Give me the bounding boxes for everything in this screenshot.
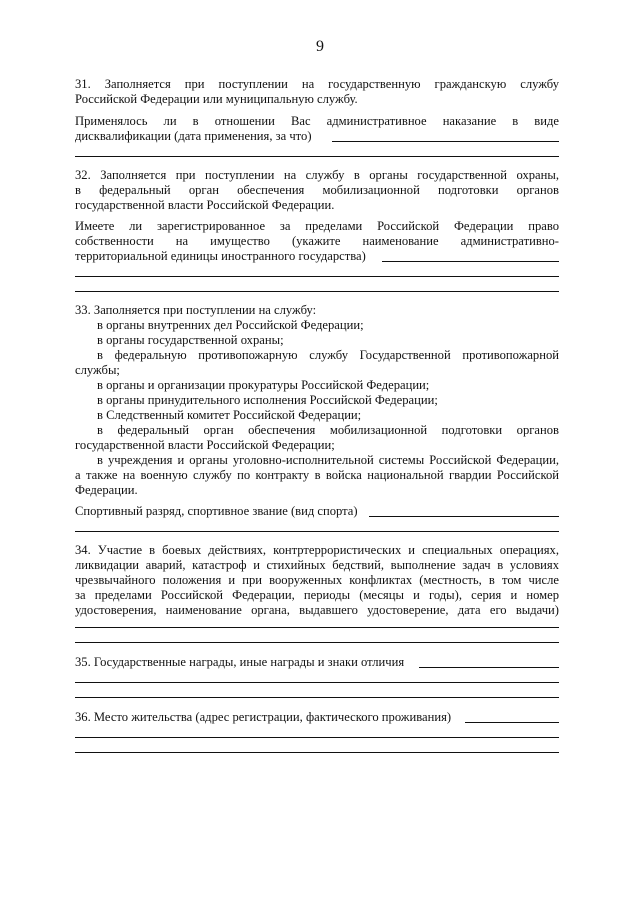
s33-item-continued: Федерации. xyxy=(75,483,138,497)
s33-item: в федеральную противопожарную службу Государственной противопожарной xyxy=(97,348,559,362)
s32-question-line-1: Имеете ли зарегистрированное за пределами Российской Федерации право xyxy=(75,219,559,233)
s32-answer-field[interactable] xyxy=(382,261,559,262)
s36-answer-field[interactable] xyxy=(465,722,559,723)
s31-question-line-2: дисквалификации (дата применения, за что) xyxy=(75,129,312,143)
s31-answer-line[interactable] xyxy=(75,156,559,157)
s33-item-continued: службы; xyxy=(75,363,120,377)
page-number: 9 xyxy=(316,38,324,55)
s33-intro: 33. Заполняется при поступлении на службу: xyxy=(75,303,317,317)
s32-answer-line-2[interactable] xyxy=(75,291,559,292)
s33-item: в органы принудительного исполнения Российской Федерации; xyxy=(97,393,438,407)
s34-line: чрезвычайного положения и при вооруженных конфликтах (местность, в том числе xyxy=(75,573,559,587)
s33-item: в федеральный орган обеспечения мобилизационной подготовки органов xyxy=(97,423,559,437)
s31-line-2: Российской Федерации или муниципальную службу. xyxy=(75,92,358,106)
s35-label: 35. Государственные награды, иные награды и знаки отличия xyxy=(75,655,405,669)
s32-question-line-3: территориальной единицы иностранного государства) xyxy=(75,249,366,263)
s33-item-continued: государственной власти Российской Федерации; xyxy=(75,438,335,452)
s33-answer-field[interactable] xyxy=(369,516,559,517)
s31-question-line-1: Применялось ли в отношении Вас административное наказание в виде xyxy=(75,114,559,128)
s32-line-1: 32. Заполняется при поступлении на службу в органы государственной охраны, xyxy=(75,168,559,182)
s32-answer-line-1[interactable] xyxy=(75,276,559,277)
s36-label: 36. Место жительства (адрес регистрации, фактического проживания) xyxy=(75,710,452,724)
s34-line: за пределами Российской Федерации, периоды (месяцы и годы), серия и номер xyxy=(75,588,559,602)
s32-question-line-2: собственности на имущество (укажите наименование административно- xyxy=(75,234,559,248)
s33-question: Спортивный разряд, спортивное звание (вид спорта) xyxy=(75,504,358,518)
s34-line: 34. Участие в боевых действиях, контртеррористических и специальных операциях, xyxy=(75,543,559,557)
s34-line: удостоверения, наименование органа, выдавшего удостоверение, дата его выдачи) xyxy=(75,603,559,617)
s32-line-3: государственной власти Российской Федерации. xyxy=(75,198,335,212)
s33-item: в органы и организации прокуратуры Российской Федерации; xyxy=(97,378,430,392)
s33-answer-line[interactable] xyxy=(75,531,559,532)
s31-answer-field[interactable] xyxy=(332,141,559,142)
s33-item: в Следственный комитет Российской Федерации; xyxy=(97,408,362,422)
s36-answer-line-2[interactable] xyxy=(75,752,559,753)
s33-item-continued: а также на военную службу по контракту в войска национальной гвардии Российской xyxy=(75,468,559,482)
s32-line-2: в федеральный орган обеспечения мобилизационной подготовки органов xyxy=(75,183,559,197)
s33-item: в органы внутренних дел Российской Федерации; xyxy=(97,318,364,332)
s36-answer-line-1[interactable] xyxy=(75,737,559,738)
s34-line: ликвидации аварий, катастроф и стихийных бедствий, выполнение задач в условиях xyxy=(75,558,559,572)
s34-answer-line-1[interactable] xyxy=(75,627,559,628)
s35-answer-field[interactable] xyxy=(419,667,559,668)
s34-answer-line-2[interactable] xyxy=(75,642,559,643)
s33-item: в учреждения и органы уголовно-исполнительной системы Российской Федерации, xyxy=(97,453,559,467)
s35-answer-line-1[interactable] xyxy=(75,682,559,683)
s35-answer-line-2[interactable] xyxy=(75,697,559,698)
s33-item: в органы государственной охраны; xyxy=(97,333,284,347)
s31-line-1: 31. Заполняется при поступлении на государственную гражданскую службу xyxy=(75,77,559,91)
